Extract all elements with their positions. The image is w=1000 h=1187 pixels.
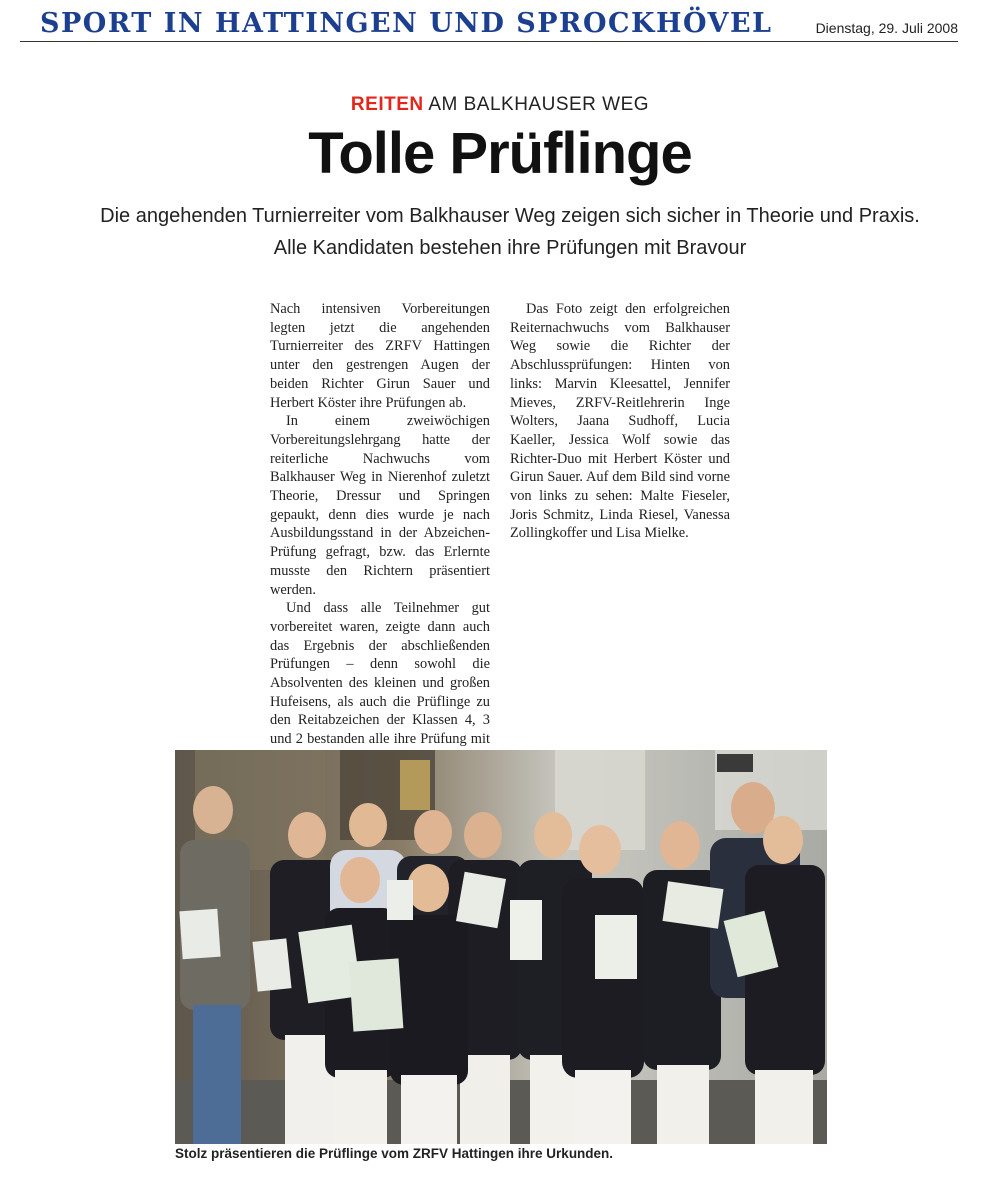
article-paragraph-1: Nach intensiven Vorbereitungen legten jetzt die angehenden Turnierreiter des ZRFV Hattingen unter den gestrengen Augen der beiden Richter Girun Sauer und Herbert Köster ihre Prüfungen ab. [270, 301, 490, 411]
group-photo [175, 750, 827, 1144]
masthead: SPORT IN HATTINGEN UND SPROCKHÖVEL [40, 8, 773, 39]
photo-caption: Stolz präsentieren die Prüflinge vom ZRFV Hattingen ihre Urkunden. [175, 1146, 614, 1161]
kicker-location: AM BALKHAUSER WEG [428, 94, 650, 115]
headline: Tolle Prüflinge [308, 121, 692, 186]
kicker [0, 94, 1000, 116]
header-rule [20, 41, 958, 42]
article-paragraph-4: Das Foto zeigt den erfolgreichen Reiternachwuchs vom Balkhauser Weg sowie die Richter der Abschlussprüfungen: Hinten von links: Marvin Kleesattel, Jennifer Mieves, ZRFV-Reitlehrerin Inge Wolters, Jaana Sudhoff, Lucia Kaeller, Jessica Wolf sowie das Richter-Duo mit Herbert Köster und Girun Sauer. Auf dem Bild sind vorne von links zu sehen: Malte Fieseler, Joris Schmitz, Linda Riesel, Vanessa Zollingkoffer und Lisa Mielke. [510, 301, 730, 542]
article-column-1 [270, 300, 490, 768]
article-paragraph-3: Und dass alle Teilnehmer gut vorbereitet waren, zeigte dann auch das Ergebnis der abschließenden Prüfungen – denn sowohl die Absolventen des kleinen und großen Hufeisens, als auch die Prüflinge zu den Reitabzeichen der Klassen 4, 3 und 2 bestanden alle ihre Prüfung mit [270, 600, 490, 748]
publication-date: Dienstag, 29. Juli 2008 [815, 20, 958, 36]
subheadline-line-1: Die angehenden Turnierreiter vom Balkhauser Weg zeigen sich sicher in Theorie und Praxis. [100, 205, 920, 227]
subheadline [20, 200, 1000, 264]
group-photo-illustration [175, 750, 827, 1144]
kicker-topic: REITEN [350, 94, 424, 115]
article-paragraph-2: In einem zweiwöchigen Vorbereitungslehrgang hatte der reiterliche Nachwuchs vom Balkhauser Weg in Nierenhof zuletzt Theorie, Dressur und Springen gepaukt, denn dies wurde je nach Ausbildungsstand in der Abzeichen-Prüfung gefragt, bzw. das Erlernte musste den Richtern präsentiert werden. [270, 413, 490, 598]
subheadline-line-2: Alle Kandidaten bestehen ihre Prüfungen mit Bravour [273, 237, 747, 259]
article-column-2 [510, 300, 730, 543]
